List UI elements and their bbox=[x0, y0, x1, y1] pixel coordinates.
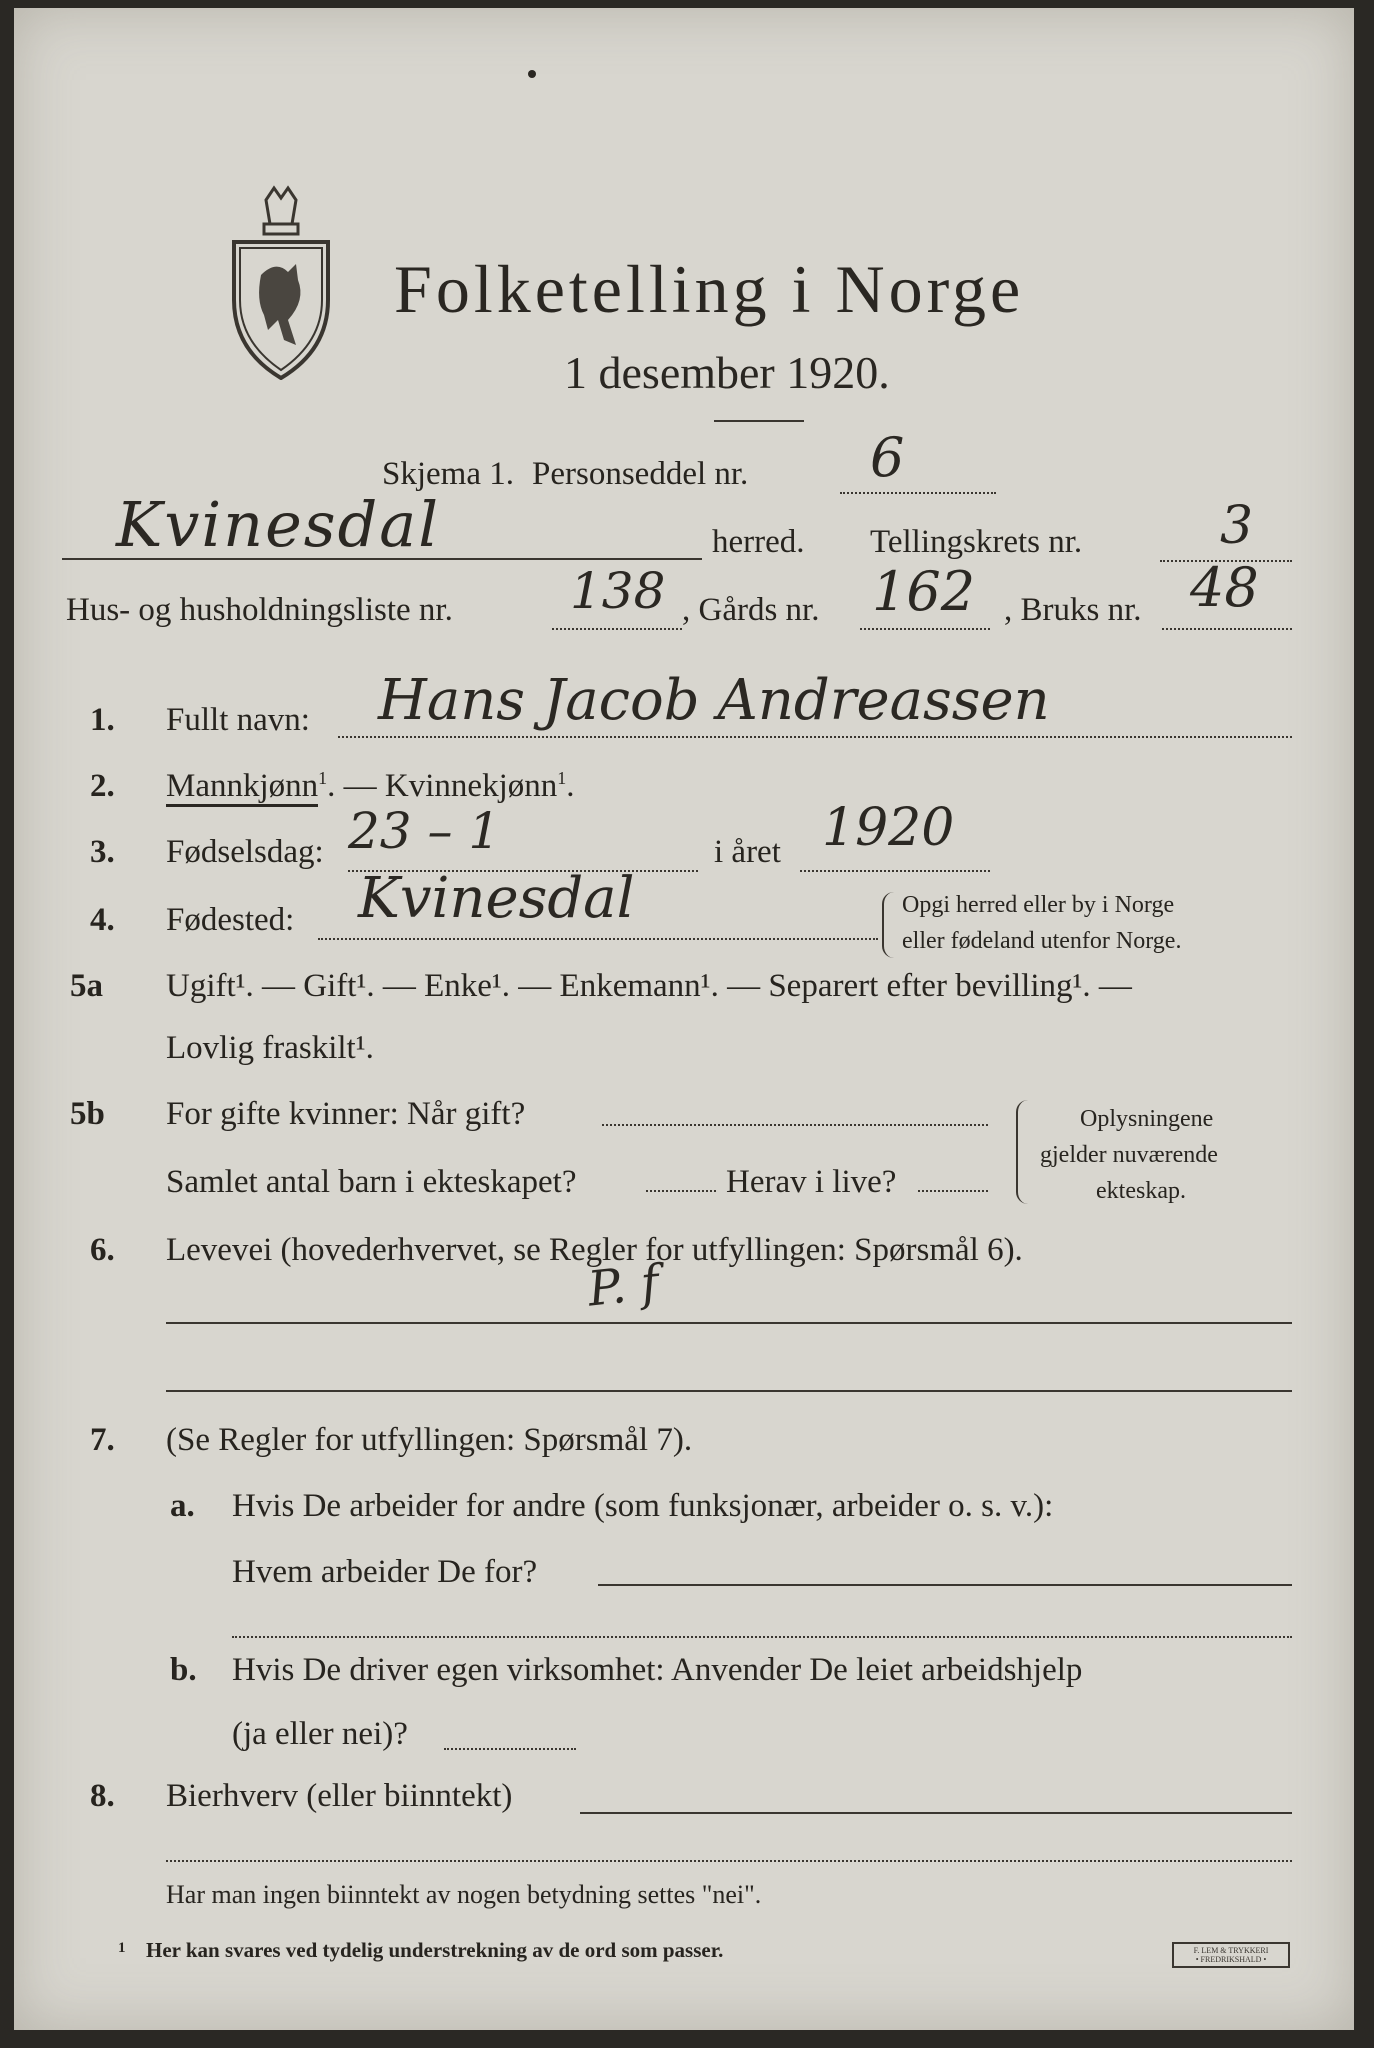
kvinnekjonn-option[interactable]: Kvinnekjønn bbox=[384, 768, 558, 804]
q4-note-2: eller fødeland utenfor Norge. bbox=[902, 928, 1182, 954]
q5b-note-3: ekteskap. bbox=[1096, 1178, 1186, 1204]
q3-aret-value[interactable]: 1920 bbox=[822, 798, 955, 858]
footnote-mark: 1 bbox=[118, 1940, 126, 1956]
bruks-value[interactable]: 48 bbox=[1190, 556, 1259, 619]
q6-value[interactable]: P. f bbox=[585, 1254, 662, 1318]
q2-kvinne-footnote: 1 bbox=[557, 768, 567, 788]
q8-answer-line-2 bbox=[166, 1860, 1292, 1862]
q3-number: 3. bbox=[90, 834, 115, 870]
q2-options bbox=[166, 768, 575, 805]
title-divider bbox=[714, 420, 804, 422]
q7a-line-2: Hvem arbeider De for? bbox=[232, 1554, 538, 1590]
q1-line bbox=[338, 736, 1292, 738]
bruks-line bbox=[1162, 628, 1292, 630]
q4-note-1: Opgi herred eller by i Norge bbox=[902, 892, 1175, 918]
q8-label: Bierhverv (eller biinntekt) bbox=[166, 1778, 513, 1814]
gards-label: , Gårds nr. bbox=[682, 592, 820, 628]
q6-number: 6. bbox=[90, 1232, 115, 1268]
personseddel-line bbox=[840, 492, 996, 494]
gards-line bbox=[860, 628, 990, 630]
q3-label: Fødselsdag: bbox=[166, 834, 324, 870]
q2-number: 2. bbox=[90, 768, 115, 804]
tellingskrets-value[interactable]: 3 bbox=[1220, 496, 1254, 556]
form-date: 1 desember 1920. bbox=[564, 347, 890, 398]
q7b-line-2: (ja eller nei)? bbox=[232, 1716, 408, 1752]
q4-number: 4. bbox=[90, 902, 115, 938]
q7b-line-1: Hvis De driver egen virksomhet: Anvender De leiet arbeidshjelp bbox=[232, 1652, 1083, 1688]
personseddel-value[interactable]: 6 bbox=[870, 426, 905, 489]
mannkjonn-option[interactable]: Mannkjønn bbox=[166, 768, 318, 807]
q4-label: Fødested: bbox=[166, 902, 295, 938]
bruks-label: , Bruks nr. bbox=[1004, 592, 1142, 628]
q5b-number: 5b bbox=[70, 1096, 105, 1132]
form-title: Folketelling i Norge bbox=[394, 251, 1025, 327]
hus-line bbox=[552, 628, 682, 630]
hus-value[interactable]: 138 bbox=[570, 562, 666, 620]
q7a-letter: a. bbox=[170, 1488, 195, 1524]
q3-aret-line bbox=[800, 870, 990, 872]
q7a-line-1: Hvis De arbeider for andre (som funksjonær, arbeider o. s. v.): bbox=[232, 1488, 1054, 1524]
q3-aret-label: i året bbox=[714, 834, 781, 870]
q5b-note-2: gjelder nuværende bbox=[1040, 1142, 1218, 1168]
q7-number: 7. bbox=[90, 1422, 115, 1458]
q5b-line-2a: Samlet antal barn i ekteskapet? bbox=[166, 1164, 577, 1200]
herred-line bbox=[62, 558, 702, 560]
skjema-label: Skjema 1. bbox=[382, 456, 514, 492]
hus-label: Hus- og husholdningsliste nr. bbox=[66, 592, 453, 628]
q2-end: . bbox=[566, 768, 575, 804]
q5b-line-2b: Herav i live? bbox=[726, 1164, 897, 1200]
q5b-note-1: Oplysningene bbox=[1080, 1106, 1214, 1132]
herred-value[interactable]: Kvinesdal bbox=[116, 488, 441, 561]
q5a-number: 5a bbox=[70, 968, 103, 1004]
q7-label: (Se Regler for utfyllingen: Spørsmål 7). bbox=[166, 1422, 693, 1458]
q3-value[interactable]: 23 – 1 bbox=[348, 802, 501, 860]
printer-stamp-line-2: • FREDRIKSHALD • bbox=[1195, 1955, 1267, 1964]
q5b-alive-line bbox=[918, 1190, 988, 1192]
q7b-answer-line bbox=[444, 1748, 576, 1750]
footnote-text: Her kan svares ved tydelig understrekning av de ord som passer. bbox=[146, 1938, 724, 1962]
q6-label: Levevei (hovederhvervet, se Regler for utfyllingen: Spørsmål 6). bbox=[166, 1232, 1023, 1268]
q5b-when-line bbox=[602, 1124, 988, 1126]
ink-dot bbox=[528, 70, 536, 78]
q5b-line-1: For gifte kvinner: Når gift? bbox=[166, 1096, 526, 1132]
q8-number: 8. bbox=[90, 1778, 115, 1814]
gards-value[interactable]: 162 bbox=[872, 560, 976, 623]
q4-brace bbox=[882, 892, 896, 958]
q4-line bbox=[318, 938, 878, 940]
q1-label: Fullt navn: bbox=[166, 702, 310, 738]
q6-answer-line-2 bbox=[166, 1390, 1292, 1392]
q2-mann-footnote: 1 bbox=[318, 768, 328, 788]
q1-number: 1. bbox=[90, 702, 115, 738]
q7b-letter: b. bbox=[170, 1652, 197, 1688]
q5a-line-1: Ugift¹. — Gift¹. — Enke¹. — Enkemann¹. — Separert efter bevilling¹. — bbox=[166, 968, 1132, 1004]
q4-value[interactable]: Kvinesdal bbox=[358, 866, 635, 931]
q7a-answer-line bbox=[598, 1584, 1292, 1586]
census-form-sheet bbox=[14, 8, 1354, 2030]
q1-value[interactable]: Hans Jacob Andreassen bbox=[378, 668, 1050, 733]
q5b-children-line bbox=[646, 1190, 716, 1192]
printer-stamp-line-1: F. LEM & TRYKKERI bbox=[1193, 1946, 1269, 1955]
q5b-brace bbox=[1016, 1100, 1032, 1204]
q7a-answer-line-2 bbox=[232, 1636, 1292, 1638]
personseddel-label: Personseddel nr. bbox=[532, 456, 749, 492]
herred-label: herred. bbox=[712, 524, 805, 560]
biinntekt-note: Har man ingen biinntekt av nogen betydning settes "nei". bbox=[166, 1880, 762, 1909]
q2-separator: . — bbox=[327, 768, 385, 804]
q8-answer-line bbox=[580, 1812, 1292, 1814]
tellingskrets-label: Tellingskrets nr. bbox=[870, 524, 1083, 560]
q5a-line-2: Lovlig fraskilt¹. bbox=[166, 1030, 374, 1066]
q6-answer-line-1 bbox=[166, 1322, 1292, 1324]
coat-of-arms-icon bbox=[226, 180, 336, 380]
printer-stamp bbox=[1172, 1942, 1290, 1968]
